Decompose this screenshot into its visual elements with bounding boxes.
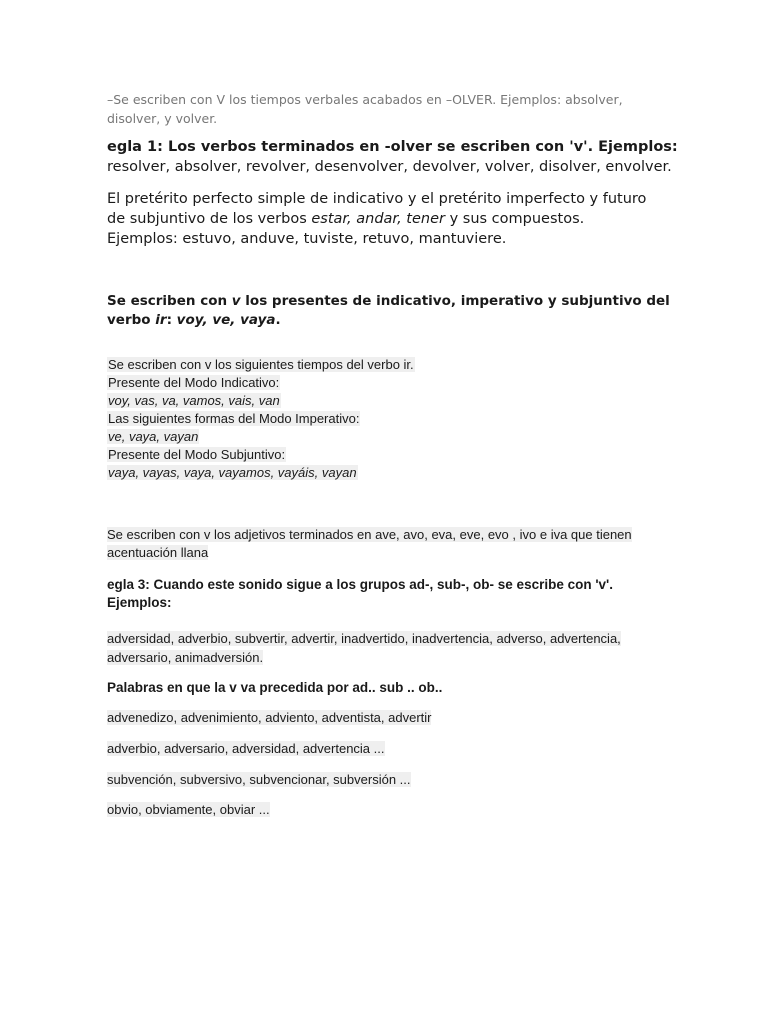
- adjectives-paragraph: [107, 526, 667, 562]
- verb-ir-ir: ir: [155, 312, 167, 328]
- verb-ir-tenses-list: [107, 356, 667, 482]
- preterite-text-b: y sus compuestos. Ejemplos: estuvo, anduve, tuviste, retuvo, mantuviere.: [107, 211, 585, 247]
- list-line: voy, vas, va, vamos, vais, van: [108, 393, 280, 408]
- verb-ir-v: v: [231, 293, 241, 309]
- words-ad-row: [107, 709, 667, 727]
- words-ob-row: [107, 801, 667, 819]
- words-sub-row: [107, 771, 667, 789]
- verb-ir-period: .: [275, 312, 281, 328]
- list-line: Presente del Modo Subjuntivo:: [108, 447, 286, 462]
- preterite-verbs: estar, andar, tener: [311, 211, 445, 227]
- intro-paragraph: –Se escriben con V los tiempos verbales acabados en –OLVER. Ejemplos: absolver, disolver, y volver.: [107, 92, 623, 126]
- verb-ir-text-a: Se escriben con: [107, 293, 232, 309]
- verb-ir-text-b: los presentes de indicativo, imperativo y subjuntivo del verbo: [107, 293, 670, 328]
- list-line: Se escriben con v los siguientes tiempos del verbo ir.: [108, 357, 414, 372]
- words-row-text: obvio, obviamente, obviar ...: [107, 802, 270, 817]
- list-line: Las siguientes formas del Modo Imperativo:: [108, 411, 360, 426]
- list-line: ve, vaya, vayan: [108, 429, 199, 444]
- verb-ir-colon: :: [166, 312, 177, 328]
- words-row-text: subvención, subversivo, subvencionar, subversión ...: [107, 772, 411, 787]
- rule-1-heading: egla 1: Los verbos terminados en -olver se escriben con 'v'. Ejemplos:: [107, 139, 678, 155]
- words-row-text: advenedizo, advenimiento, adviento, adventista, advertir: [107, 710, 432, 725]
- rule-1-examples: resolver, absolver, revolver, desenvolver, devolver, volver, disolver, envolver.: [107, 159, 672, 175]
- words-heading: Palabras en que la v va precedida por ad.. sub .. ob..: [107, 680, 443, 695]
- verb-ir-heading: [107, 292, 677, 330]
- words-row-text: adverbio, adversario, adversidad, advertencia ...: [107, 741, 385, 756]
- list-line: vaya, vayas, vaya, vayamos, vayáis, vayan: [108, 465, 357, 480]
- rule-3-heading: egla 3: Cuando este sonido sigue a los grupos ad-, sub-, ob- se escribe con 'v'. Ejemplos:: [107, 577, 614, 610]
- preterite-paragraph: [107, 189, 657, 249]
- rule-3-examples: [107, 629, 667, 667]
- preterite-text-a: El pretérito perfecto simple de indicativo y el pretérito imperfecto y futuro de subjuntivo de los verbos: [107, 191, 647, 227]
- rule-1-paragraph: [107, 137, 687, 177]
- words-adver-row: [107, 740, 667, 758]
- rule-3-examples-text: adversidad, adverbio, subvertir, advertir, inadvertido, inadvertencia, adverso, advertencia, adversario, animadversión.: [107, 631, 621, 665]
- verb-ir-forms: voy, ve, vaya: [176, 312, 276, 328]
- adjectives-text: Se escriben con v los adjetivos terminados en ave, avo, eva, eve, evo , ivo e iva que tienen acentuación llana: [107, 527, 632, 560]
- list-line: Presente del Modo Indicativo:: [108, 375, 280, 390]
